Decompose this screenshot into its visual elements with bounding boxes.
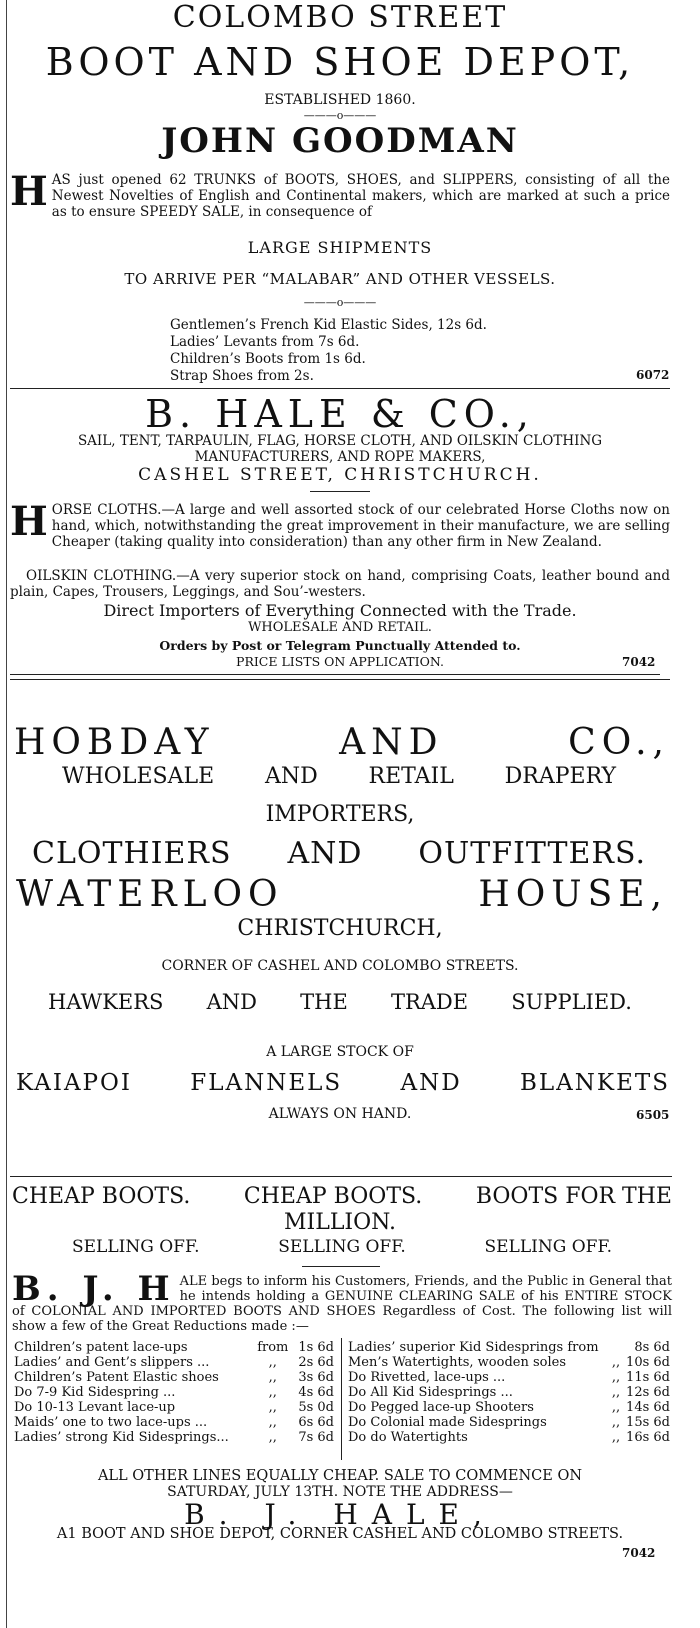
ad2-drop-cap: H [10, 498, 48, 545]
ad3-line9-w2: FLANNELS [190, 1070, 343, 1096]
ad3-line1 [62, 764, 616, 789]
ad3-line1-w2: AND [264, 764, 318, 789]
left-price-row [12, 1415, 336, 1430]
price-value: 16s 6d [626, 1430, 670, 1445]
ad4-number: 7042 [622, 1546, 656, 1560]
price-item: Children’s Patent Elastic shoes [14, 1370, 219, 1385]
ad2-bottom-rule [10, 674, 660, 675]
ad3-line9-w3: AND [400, 1070, 462, 1096]
ad3-line4 [16, 874, 668, 915]
ad2-line2: MANUFACTURERS, AND ROPE MAKERS, [194, 449, 486, 465]
ad4-right-list [346, 1340, 672, 1445]
ad1-line1: COLOMBO STREET [172, 0, 508, 35]
ad3-line1-w4: DRAPERY [504, 764, 616, 789]
price-mark: ,, [611, 1400, 621, 1415]
ad1-line2: BOOT AND SHOE DEPOT, [45, 40, 635, 84]
ad1-price-list [170, 317, 487, 385]
price-value: 3s 6d [298, 1370, 334, 1385]
price-mark: ,, [611, 1385, 621, 1400]
ad1-large-shipments: LARGE SHIPMENTS [247, 238, 433, 257]
price-mark: ,, [268, 1430, 277, 1445]
ad3-line3-w2: AND [287, 836, 363, 871]
price-mark: ,, [611, 1430, 621, 1445]
price-mark: ,, [611, 1415, 621, 1430]
ad4-intro-text: ALE begs to inform his Customers, Friends, and the Public in General that he intends holding a GENUINE CLEARING SALE of his ENTIRE STOCK of COLONIAL AND IMPORTED BOOTS AND SHOES Regardless of Cost. The following list will show a few of the Great Reductions made :— [12, 1274, 672, 1334]
price-mark: ,, [611, 1355, 621, 1370]
price-mark: ,, [268, 1400, 277, 1415]
price-item: Maids’ one to two lace-ups ... [14, 1415, 208, 1430]
ad3-line9-w4: BLANKETS [519, 1070, 670, 1096]
price-item: Do Colonial made Sidesprings [348, 1415, 547, 1430]
ad3-line5: CHRISTCHURCH, [237, 916, 443, 941]
price-mark: ,, [268, 1385, 277, 1400]
price-mark: ,, [268, 1355, 277, 1370]
ad3-line1-w3: RETAIL [368, 764, 454, 789]
price-value: 15s 6d [626, 1415, 670, 1430]
ad3-line1-w1: WHOLESALE [62, 764, 215, 789]
price-item: Do All Kid Sidesprings ... [348, 1385, 513, 1400]
ad3-line3 [32, 836, 646, 871]
price-item: Ladies’ and Gent’s slippers ... [14, 1355, 210, 1370]
ad4-headline [12, 1184, 672, 1209]
ad2-wholesale: WHOLESALE AND RETAIL. [248, 620, 432, 635]
ad1-to-arrive: TO ARRIVE PER “MALABAR” AND OTHER VESSELS. [124, 270, 556, 288]
right-price-row [346, 1430, 672, 1445]
ad2-direct: Direct Importers of Everything Connected with the Trade. [103, 601, 577, 620]
ad1-price-4: Strap Shoes from 2s. [170, 368, 314, 384]
ad3-line10: ALWAYS ON HAND. [268, 1106, 412, 1122]
ad1-body-text: AS just opened 62 TRUNKS of BOOTS, SHOES, and SLIPPERS, consisting of all the Newest Novelties of English and Continental makers, which are marked at such a price as to ensure SPEEDY SALE, in consequence of [51, 172, 670, 220]
ad3-line7-w5: SUPPLIED. [511, 990, 632, 1014]
right-price-row [346, 1385, 672, 1400]
left-price-row [12, 1400, 336, 1415]
ad2-line3: CASHEL STREET, CHRISTCHURCH. [138, 465, 542, 485]
ad4-selling-2: SELLING OFF. [278, 1237, 406, 1257]
ad3-line3-w3: OUTFITTERS. [418, 836, 646, 871]
ad4-million: MILLION. [284, 1210, 396, 1235]
price-mark: from [257, 1340, 289, 1355]
price-value: 12s 6d [626, 1385, 670, 1400]
ad1-bottom-rule [10, 388, 670, 389]
price-value: 10s 6d [626, 1355, 670, 1370]
left-price-row [12, 1385, 336, 1400]
ad1-price-1: Gentlemen’s French Kid Elastic Sides, 12s 6d. [170, 317, 487, 333]
ad1-price-3: Children’s Boots from 1s 6d. [170, 351, 366, 367]
price-mark: ,, [268, 1415, 277, 1430]
ad3-line7 [48, 990, 632, 1014]
price-value: 7s 6d [298, 1430, 334, 1445]
ad1-body [10, 168, 670, 220]
ad4-headline-3: BOOTS FOR THE [475, 1184, 672, 1209]
price-item: Do 10-13 Levant lace-up [14, 1400, 176, 1415]
ad1-ornament: ———o——— [303, 109, 377, 122]
ad3-name-1: HOBDAY [14, 722, 215, 763]
ad3-name-2: AND [339, 722, 444, 763]
left-price-row [12, 1340, 336, 1355]
right-price-row [346, 1355, 672, 1370]
left-price-row [12, 1355, 336, 1370]
ad2-line1: SAIL, TENT, TARPAULIN, FLAG, HORSE CLOTH, AND OILSKIN CLOTHING [77, 433, 603, 449]
price-item: Men’s Watertights, wooden soles [348, 1355, 566, 1370]
right-price-row [346, 1340, 672, 1355]
ad3-line7-w1: HAWKERS [48, 990, 164, 1014]
price-mark: ,, [268, 1370, 277, 1385]
left-price-row [12, 1370, 336, 1385]
ad4-selling [72, 1237, 612, 1257]
ad1-ornament2: ———o——— [303, 296, 377, 309]
price-value: 14s 6d [626, 1400, 670, 1415]
ad3-number: 6505 [636, 1108, 670, 1122]
ad4-selling-3: SELLING OFF. [484, 1237, 612, 1257]
price-item: Do Pegged lace-up Shooters [348, 1400, 534, 1415]
ad3-line9 [16, 1070, 670, 1096]
price-mark [610, 1340, 623, 1355]
ad4-footer-name: B. J. HALE, [184, 1498, 496, 1531]
ad2-horse-cloths [10, 498, 670, 550]
price-item: Do Rivetted, lace-ups ... [348, 1370, 506, 1385]
ad2-bottom-rule-2 [10, 679, 670, 680]
price-item: Do do Watertights [348, 1430, 468, 1445]
ad2-oilskin: OILSKIN CLOTHING.—A very superior stock on hand, comprising Coats, leather bound and plain, Capes, Trousers, Leggings, and Sou’-westers. [10, 568, 670, 600]
ad3-line2: IMPORTERS, [265, 802, 415, 827]
ad4-list-divider [341, 1338, 342, 1460]
ad2-short-rule [310, 491, 370, 492]
ad3-line8: A LARGE STOCK OF [266, 1044, 414, 1060]
ad4-left-list [12, 1340, 336, 1445]
price-value: 5s 0d [298, 1400, 334, 1415]
ad3-line4-w1: WATERLOO [16, 874, 284, 915]
price-item: Ladies’ strong Kid Sidesprings... [14, 1430, 229, 1445]
ad2-price-lists: PRICE LISTS ON APPLICATION. [236, 654, 444, 669]
right-price-row [346, 1415, 672, 1430]
ad3-bottom-rule [10, 1176, 672, 1177]
ad3-line3-w1: CLOTHIERS [32, 836, 232, 871]
ad3-name [14, 722, 670, 763]
price-mark: ,, [611, 1370, 621, 1385]
price-item: Ladies’ superior Kid Sidesprings from [348, 1340, 599, 1355]
ad3-line6: CORNER OF CASHEL AND COLOMBO STREETS. [161, 958, 519, 974]
price-value: 11s 6d [626, 1370, 670, 1385]
ad2-name: B. HALE & CO., [145, 392, 535, 436]
ad3-line4-w2: HOUSE, [478, 874, 668, 915]
ad4-initials: B. J. H [12, 1269, 176, 1309]
ad4-footer2: SATURDAY, JULY 13TH. NOTE THE ADDRESS— [167, 1484, 513, 1500]
price-value: 8s 6d [634, 1340, 670, 1355]
ad4-selling-1: SELLING OFF. [72, 1237, 200, 1257]
ad1-name: JOHN GOODMAN [161, 121, 519, 161]
ad2-orders: Orders by Post or Telegram Punctually Attended to. [159, 638, 521, 653]
ad4-footer1: ALL OTHER LINES EQUALLY CHEAP. SALE TO COMMENCE ON [97, 1468, 583, 1484]
ad4-footer-address: A1 BOOT AND SHOE DEPOT, CORNER CASHEL AND COLOMBO STREETS. [56, 1526, 624, 1542]
ad4-intro [12, 1269, 672, 1334]
ad1-price-2: Ladies’ Levants from 7s 6d. [170, 334, 360, 350]
ad4-headline-2: CHEAP BOOTS. [243, 1184, 423, 1209]
price-value: 1s 6d [298, 1340, 334, 1355]
ad1-established: ESTABLISHED 1860. [264, 92, 416, 108]
price-value: 4s 6d [298, 1385, 334, 1400]
ad2-number: 7042 [622, 655, 656, 669]
ad3-name-3: CO., [568, 722, 670, 763]
left-price-row [12, 1430, 336, 1445]
price-value: 6s 6d [298, 1415, 334, 1430]
price-item: Do 7-9 Kid Sidespring ... [14, 1385, 176, 1400]
right-price-row [346, 1370, 672, 1385]
ad3-line7-w3: THE [300, 990, 348, 1014]
ad3-line7-w2: AND [206, 990, 257, 1014]
ad4-headline-1: CHEAP BOOTS. [12, 1184, 191, 1209]
right-price-row [346, 1400, 672, 1415]
ad2-horse-text: ORSE CLOTHS.—A large and well assorted stock of our celebrated Horse Cloths now on hand, which, notwithstanding the great improvement in their manufacture, we are selling Cheaper (taking quality into consideration) than any other firm in New Zealand. [51, 502, 670, 550]
ad1-drop-cap: H [10, 168, 48, 215]
price-value: 2s 6d [298, 1355, 334, 1370]
ad1-number: 6072 [636, 368, 670, 382]
ad3-line9-w1: KAIAPOI [16, 1070, 132, 1096]
ad3-line7-w4: TRADE [390, 990, 469, 1014]
price-item: Children’s patent lace-ups [14, 1340, 188, 1355]
ad4-short-rule [302, 1266, 380, 1267]
